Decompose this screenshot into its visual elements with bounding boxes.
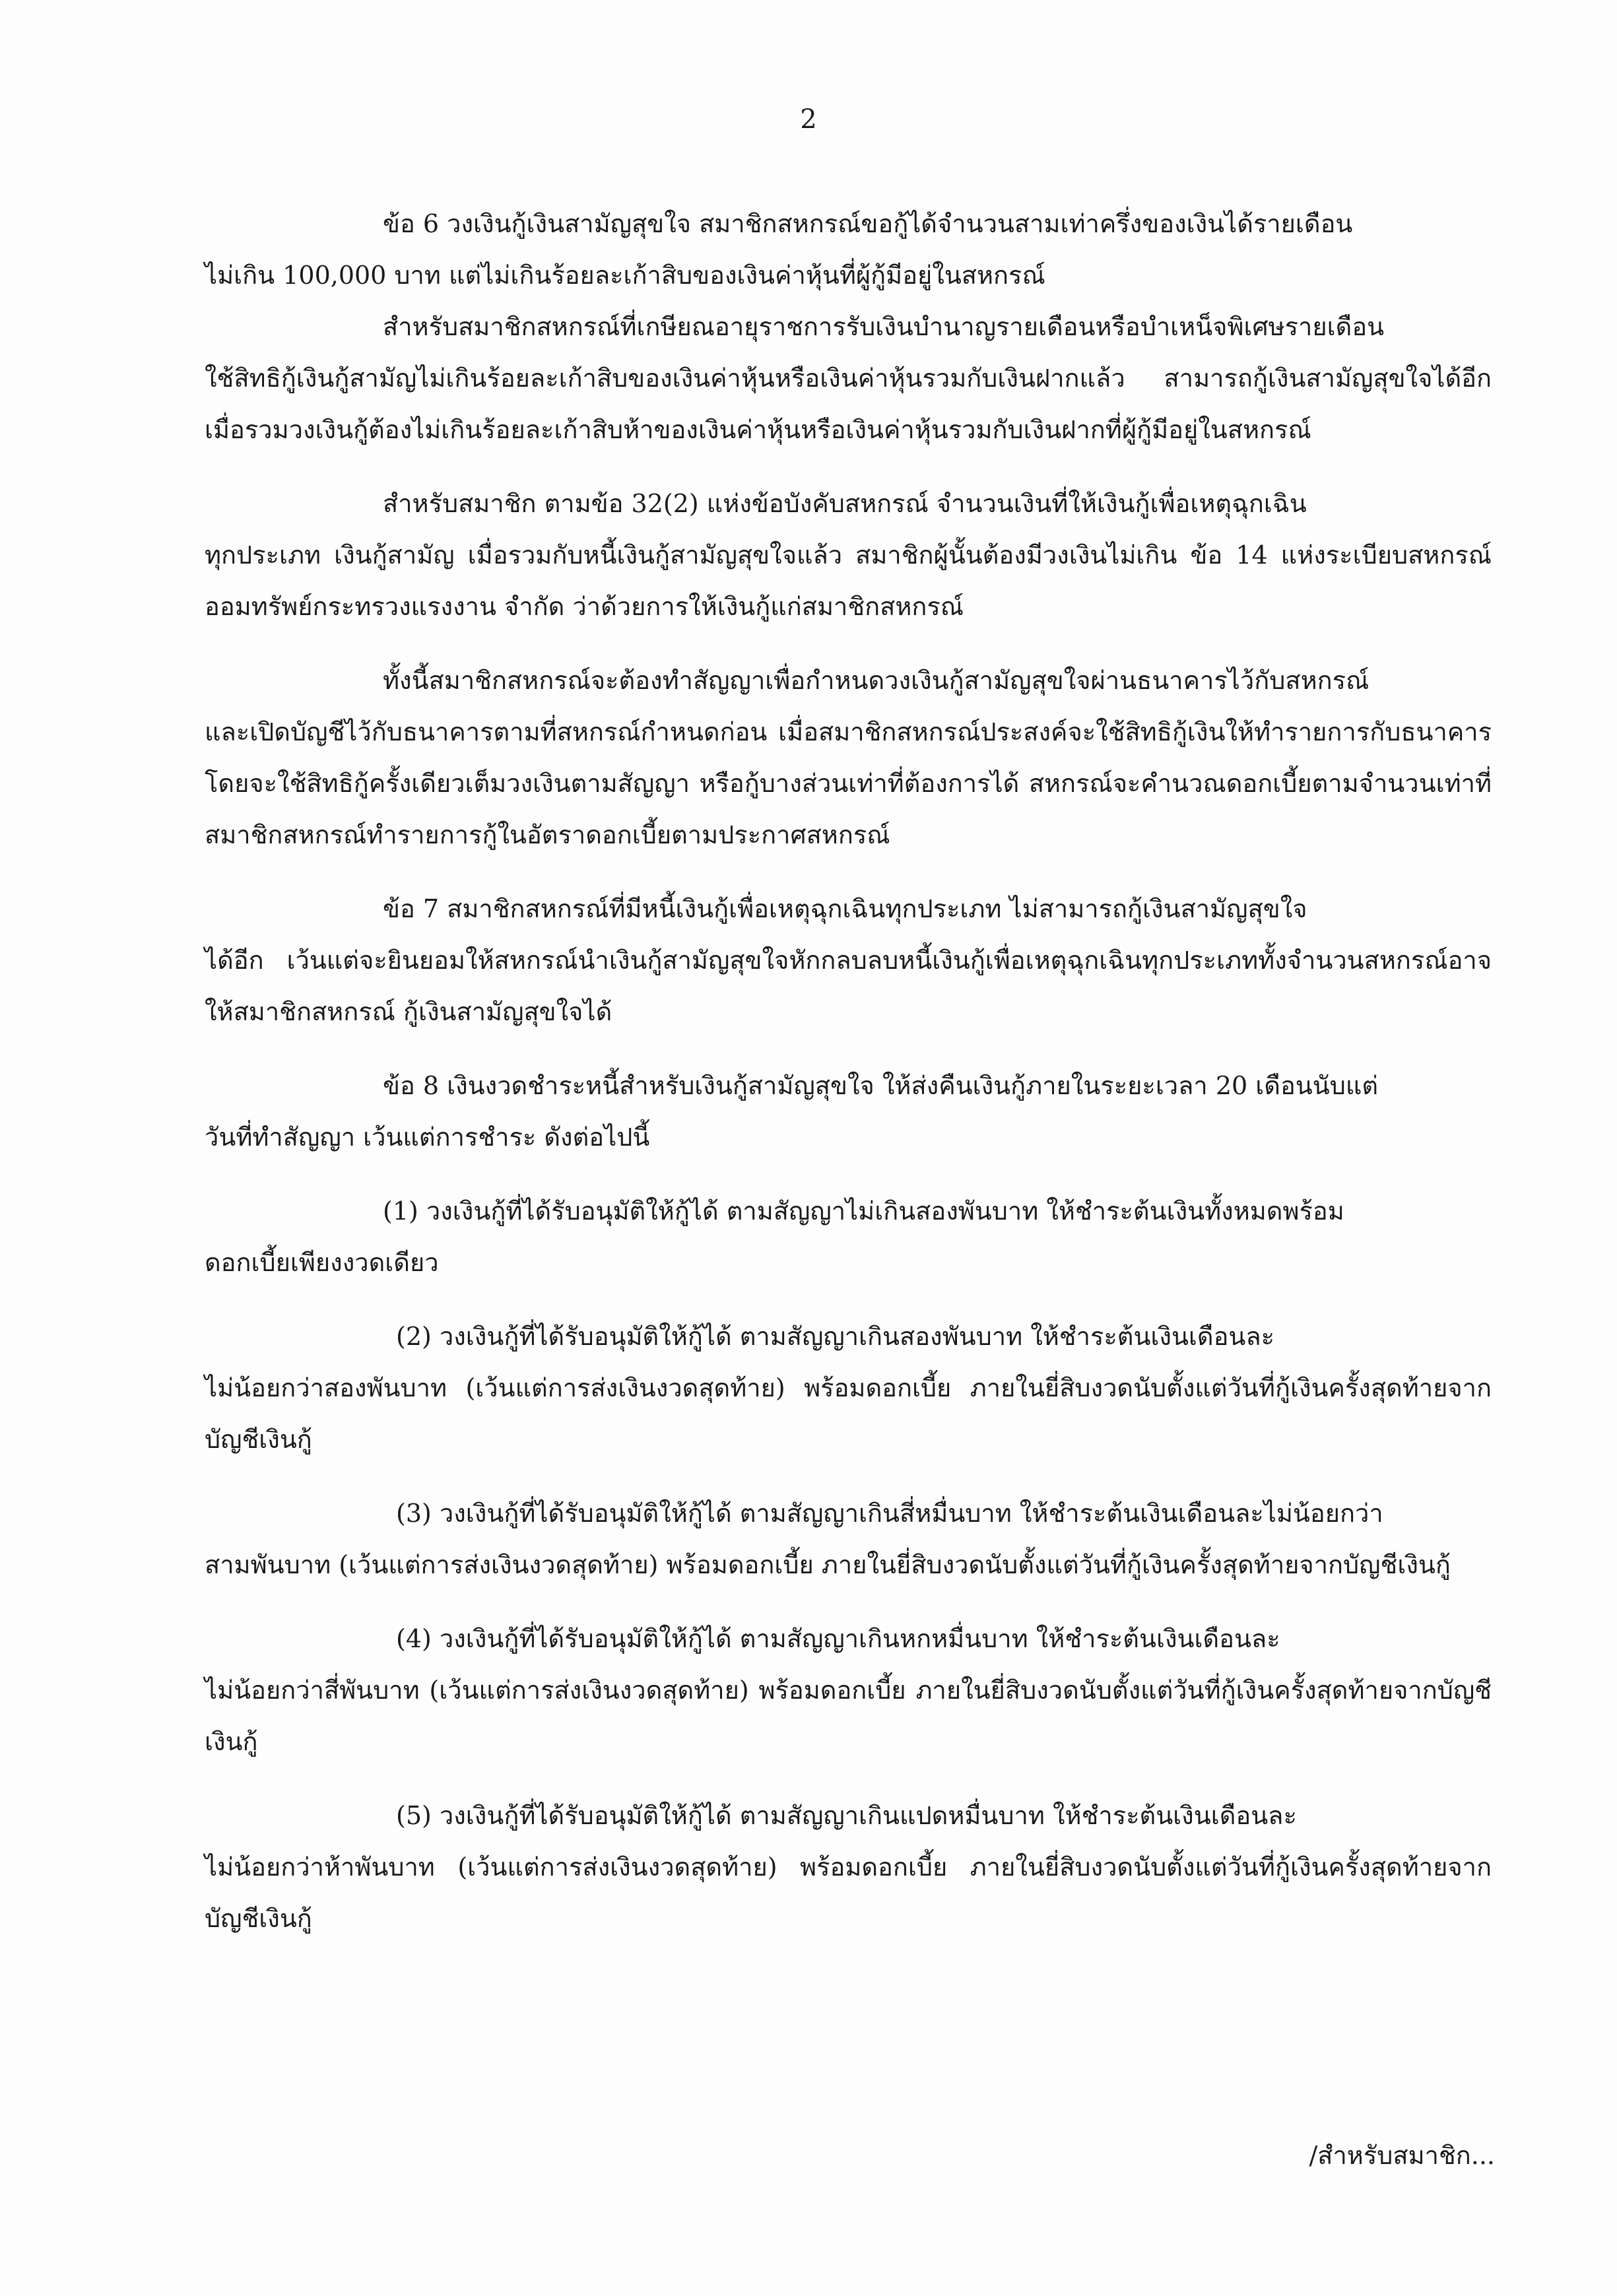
paragraph-continuation: ไม่เกิน 100,000 บาท แต่ไม่เกินร้อยละเก้าสิบของเงินค่าหุ้นที่ผู้กู้มีอยู่ในสหกรณ์ bbox=[205, 261, 1045, 290]
paragraph-members-32-2 bbox=[205, 478, 1492, 632]
paragraph-first-line: (3) วงเงินกู้ที่ได้รับอนุมัติให้กู้ได้ ตามสัญญาเกินสี่หมื่นบาท ให้ชำระต้นเงินเดือนละไม่น้อยกว่า bbox=[396, 1499, 1383, 1528]
paragraph-continuation: วันที่ทำสัญญา เว้นแต่การชำระ ดังต่อไปนี้ bbox=[205, 1123, 650, 1152]
paragraph-item-4 bbox=[205, 1613, 1492, 1767]
paragraph-first-line: (2) วงเงินกู้ที่ได้รับอนุมัติให้กู้ได้ ตามสัญญาเกินสองพันบาท ให้ชำระต้นเงินเดือนละ bbox=[396, 1322, 1275, 1351]
paragraph-clause-6 bbox=[205, 198, 1492, 301]
paragraph-clause-8 bbox=[205, 1060, 1492, 1163]
paragraph-continuation: ดอกเบี้ยเพียงงวดเดียว bbox=[205, 1248, 439, 1277]
paragraph-continuation: ไม่น้อยกว่าสี่พันบาท (เว้นแต่การส่งเงินงวดสุดท้าย) พร้อมดอกเบี้ย ภายในยี่สิบงวดนับตั้งแต่วันที่กู้เงินครั้งสุดท้ายจากบัญชีเงินกู้ bbox=[205, 1676, 1492, 1756]
paragraph-continuation: ไม่น้อยกว่าห้าพันบาท (เว้นแต่การส่งเงินงวดสุดท้าย) พร้อมดอกเบี้ย ภายในยี่สิบงวดนับตั้งแต่วันที่กู้เงินครั้งสุดท้ายจากบัญชีเงินกู้ bbox=[205, 1853, 1492, 1933]
paragraph-item-3 bbox=[205, 1488, 1492, 1591]
paragraph-retired-members bbox=[205, 301, 1492, 455]
paragraph-first-line: สำหรับสมาชิก ตามข้อ 32(2) แห่งข้อบังคับสหกรณ์ จำนวนเงินที่ให้เงินกู้เพื่อเหตุฉุกเฉิน bbox=[383, 489, 1307, 518]
paragraph-item-5 bbox=[205, 1790, 1492, 1944]
paragraph-continuation: ใช้สิทธิกู้เงินกู้สามัญไม่เกินร้อยละเก้าสิบของเงินค่าหุ้นหรือเงินค่าหุ้นรวมกับเงินฝากแล้ว สามารถกู้เงินสามัญสุขใจได้อีก เมื่อรวมวงเงินกู้ต้องไม่เกินร้อยละเก้าสิบห้าของเงินค่าหุ้นหรือเงินค่าหุ้นรวมกับเงินฝากที่ผู้กู้มีอยู่ในสหกรณ์ bbox=[205, 364, 1492, 444]
paragraph-first-line: ข้อ 6 วงเงินกู้เงินสามัญสุขใจ สมาชิกสหกรณ์ขอกู้ได้จำนวนสามเท่าครึ่งของเงินได้รายเดือน bbox=[383, 209, 1353, 238]
document-body bbox=[205, 198, 1492, 1944]
paragraph-first-line: (1) วงเงินกู้ที่ได้รับอนุมัติให้กู้ได้ ตามสัญญาไม่เกินสองพันบาท ให้ชำระต้นเงินทั้งหมดพร้อม bbox=[383, 1197, 1344, 1226]
paragraph-continuation: ได้อีก เว้นแต่จะยินยอมให้สหกรณ์นำเงินกู้สามัญสุขใจหักกลบลบหนี้เงินกู้เพื่อเหตุฉุกเฉินทุกประเภททั้งจำนวนสหกรณ์อาจให้สมาชิกสหกรณ์ กู้เงินสามัญสุขใจได้ bbox=[205, 946, 1492, 1026]
paragraph-item-1 bbox=[205, 1185, 1492, 1288]
paragraph-bank-contract bbox=[205, 655, 1492, 861]
paragraph-continuation: ไม่น้อยกว่าสองพันบาท (เว้นแต่การส่งเงินงวดสุดท้าย) พร้อมดอกเบี้ย ภายในยี่สิบงวดนับตั้งแต่วันที่กู้เงินครั้งสุดท้ายจากบัญชีเงินกู้ bbox=[205, 1373, 1492, 1454]
paragraph-continuation: สามพันบาท (เว้นแต่การส่งเงินงวดสุดท้าย) พร้อมดอกเบี้ย ภายในยี่สิบงวดนับตั้งแต่วันที่กู้เงินครั้งสุดท้ายจากบัญชีเงินกู้ bbox=[205, 1550, 1451, 1579]
paragraph-first-line: ทั้งนี้สมาชิกสหกรณ์จะต้องทำสัญญาเพื่อกำหนดวงเงินกู้สามัญสุขใจผ่านธนาคารไว้กับสหกรณ์ bbox=[383, 666, 1370, 695]
paragraph-first-line: (4) วงเงินกู้ที่ได้รับอนุมัติให้กู้ได้ ตามสัญญาเกินหกหมื่นบาท ให้ชำระต้นเงินเดือนละ bbox=[396, 1624, 1280, 1653]
paragraph-first-line: (5) วงเงินกู้ที่ได้รับอนุมัติให้กู้ได้ ตามสัญญาเกินแปดหมื่นบาท ให้ชำระต้นเงินเดือนละ bbox=[396, 1801, 1297, 1830]
paragraph-clause-7 bbox=[205, 883, 1492, 1037]
paragraph-item-2 bbox=[205, 1311, 1492, 1465]
paragraph-first-line: ข้อ 8 เงินงวดชำระหนี้สำหรับเงินกู้สามัญสุขใจ ให้ส่งคืนเงินกู้ภายในระยะเวลา 20 เดือนนับแต่ bbox=[383, 1071, 1379, 1100]
continuation-reference: /สำหรับสมาชิก... bbox=[1309, 2141, 1495, 2170]
paragraph-first-line: ข้อ 7 สมาชิกสหกรณ์ที่มีหนี้เงินกู้เพื่อเหตุฉุกเฉินทุกประเภท ไม่สามารถกู้เงินสามัญสุขใจ bbox=[383, 894, 1307, 923]
paragraph-continuation: และเปิดบัญชีไว้กับธนาคารตามที่สหกรณ์กำหนดก่อน เมื่อสมาชิกสหกรณ์ประสงค์จะใช้สิทธิกู้เงินให้ทำรายการกับธนาคาร โดยจะใช้สิทธิกู้ครั้งเดียวเต็มวงเงินตามสัญญา หรือกู้บางส่วนเท่าที่ต้องการได้ สหกรณ์จะคำนวณดอกเบี้ยตามจำนวนเท่าที่สมาชิกสหกรณ์ทำรายการกู้ในอัตราดอกเบี้ยตามประกาศสหกรณ์ bbox=[205, 717, 1492, 849]
paragraph-first-line: สำหรับสมาชิกสหกรณ์ที่เกษียณอายุราชการรับเงินบำนาญรายเดือนหรือบำเหน็จพิเศษรายเดือน bbox=[383, 312, 1385, 341]
page-number: 2 bbox=[800, 104, 817, 135]
paragraph-continuation: ทุกประเภท เงินกู้สามัญ เมื่อรวมกับหนี้เงินกู้สามัญสุขใจแล้ว สมาชิกผู้นั้นต้องมีวงเงินไม่เกิน ข้อ 14 แห่งระเบียบสหกรณ์ออมทรัพย์กระทรวงแรงงาน จำกัด ว่าด้วยการให้เงินกู้แก่สมาชิกสหกรณ์ bbox=[205, 541, 1492, 621]
